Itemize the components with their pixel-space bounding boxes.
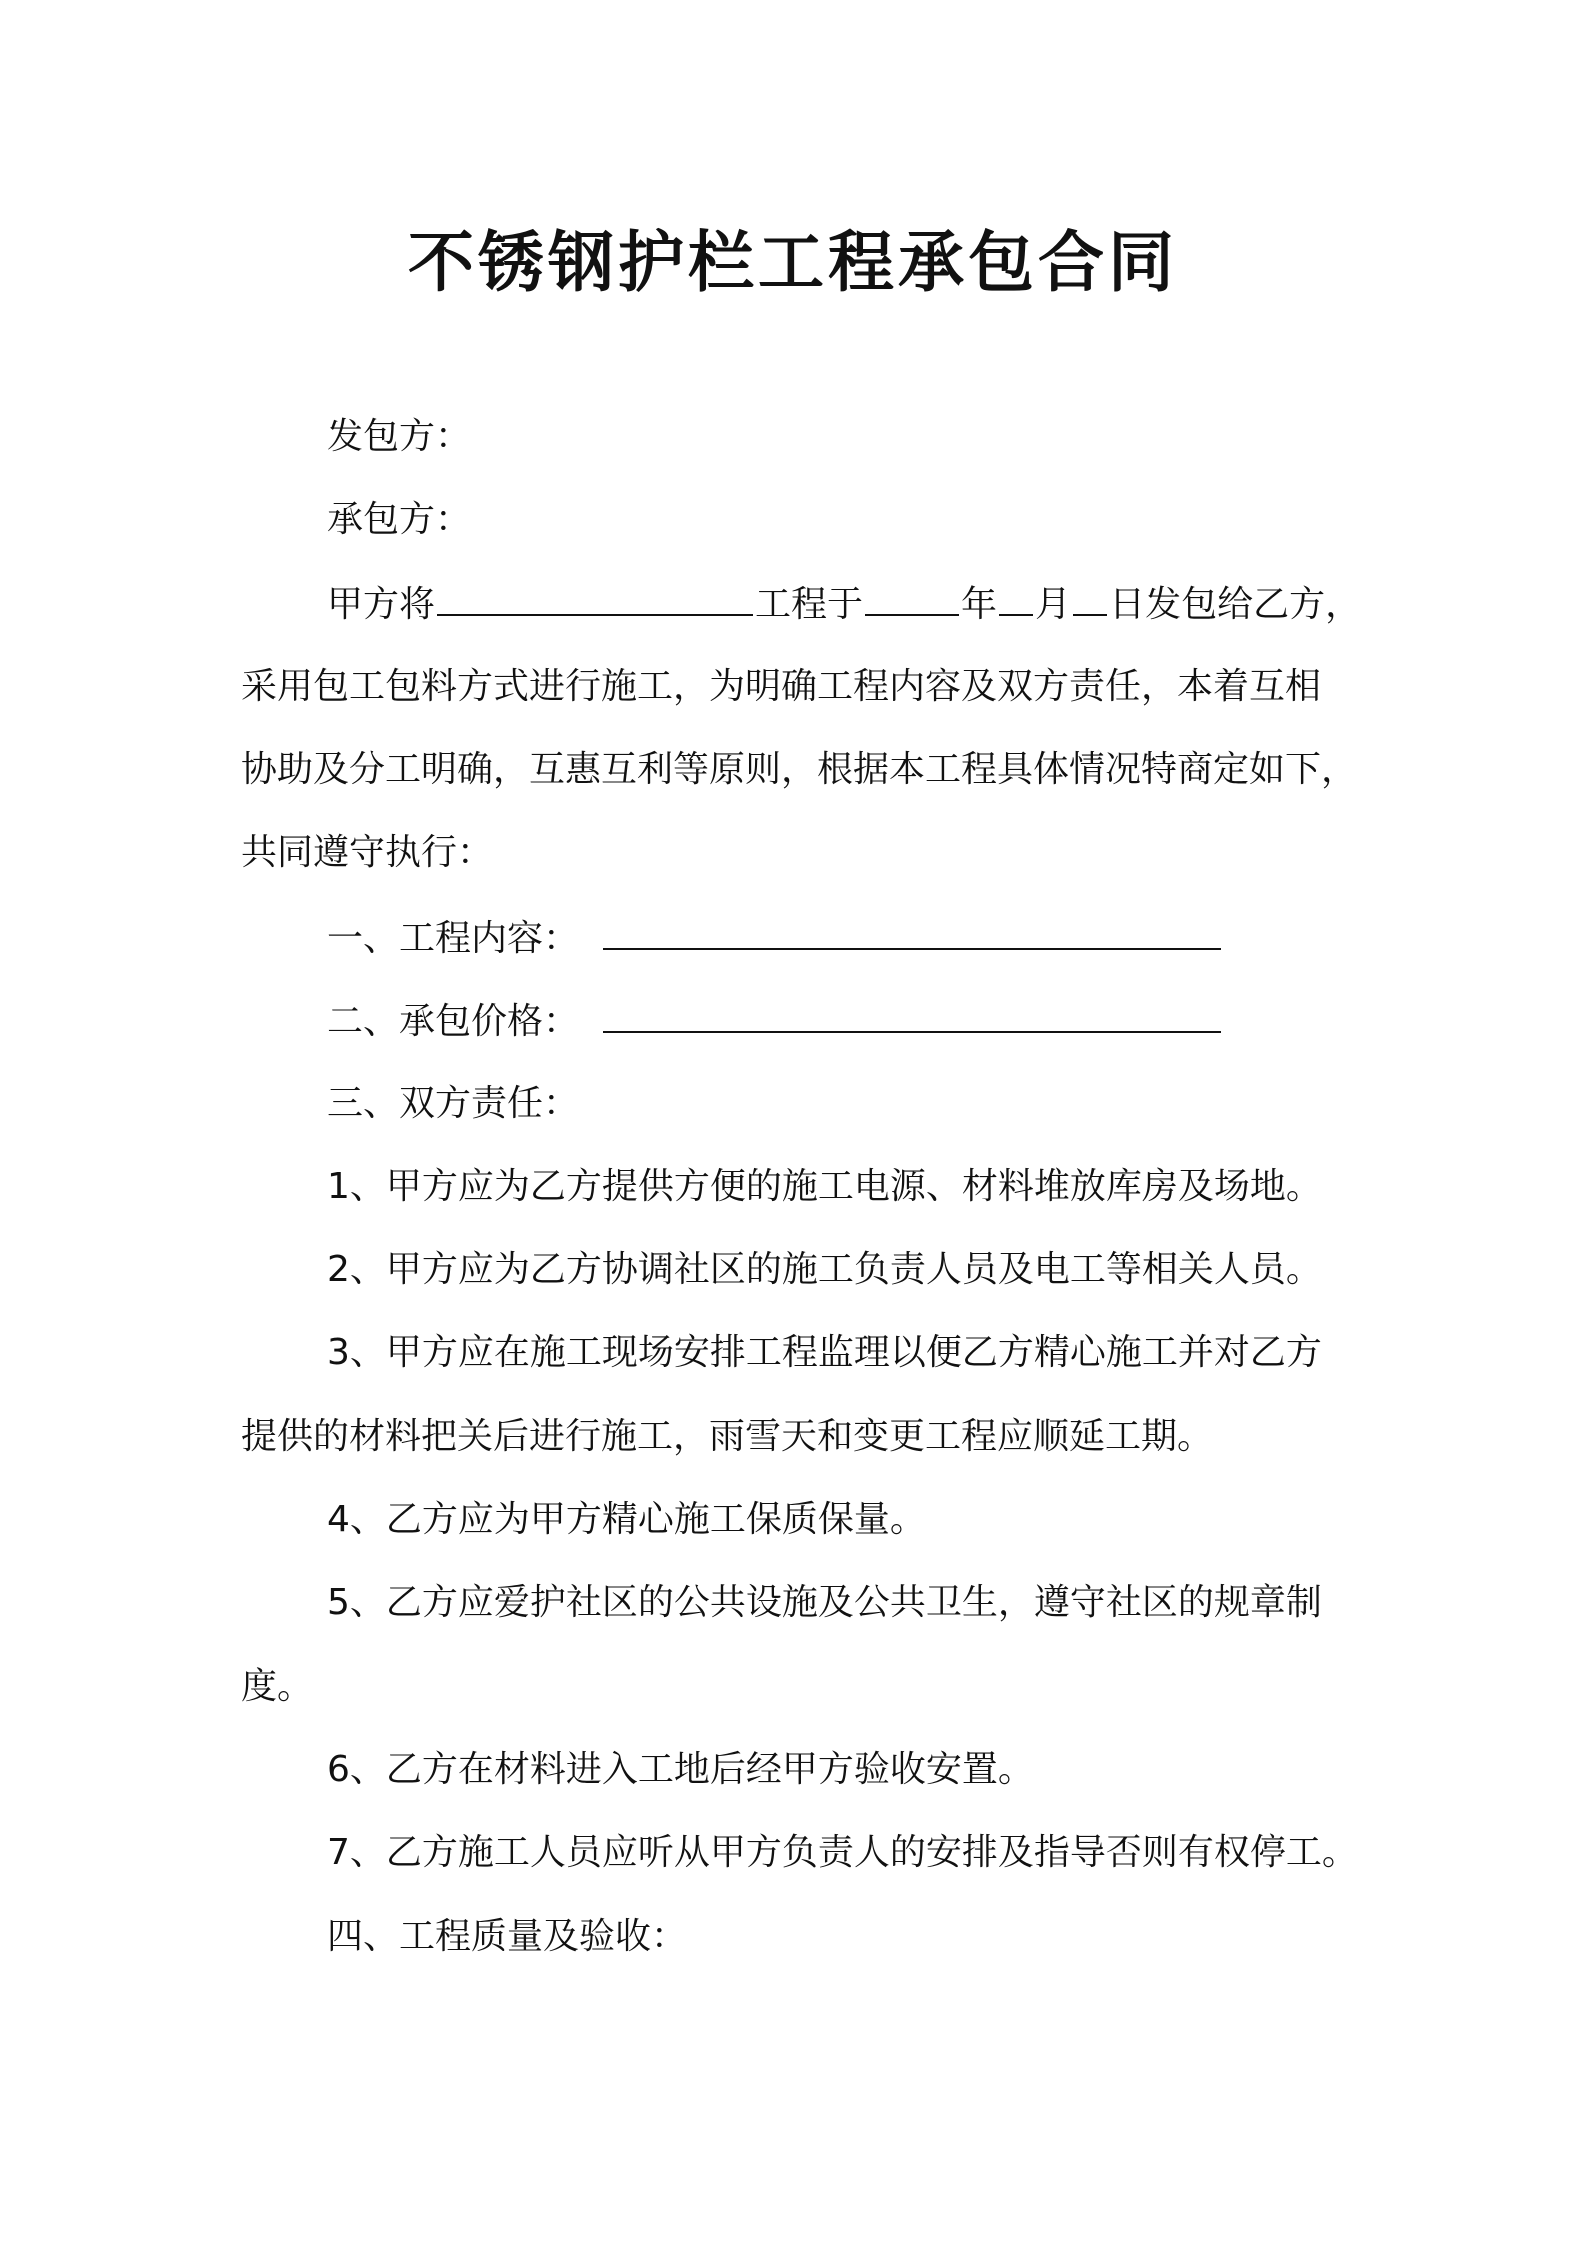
section-1-label: 一、工程内容： <box>327 918 580 959</box>
year-blank <box>865 578 959 616</box>
day-blank <box>1073 578 1107 616</box>
party-a-label: 发包方： <box>327 416 472 457</box>
intro-text-d: 月 <box>1035 584 1072 625</box>
intro-text-c: 年 <box>961 584 998 625</box>
responsibility-item-7: 7、乙方施工人员应听从甲方负责人的安排及指导否则有权停工。 <box>327 1832 1358 1873</box>
section-3-heading: 三、双方责任： <box>327 1083 580 1124</box>
party-b-label: 承包方： <box>327 499 472 540</box>
intro-text-b: 工程于 <box>755 584 864 625</box>
responsibility-item-2: 2、甲方应为乙方协调社区的施工负责人员及电工等相关人员。 <box>327 1249 1322 1290</box>
section-2-label: 二、承包价格： <box>327 1001 580 1042</box>
month-blank <box>999 578 1033 616</box>
intro-text-a: 甲方将 <box>327 584 436 625</box>
section-1 <box>327 912 1221 964</box>
project-content-blank <box>603 912 1221 950</box>
intro-line-2: 采用包工包料方式进行施工，为明确工程内容及双方责任，本着互相 <box>241 666 1322 707</box>
intro-line-1 <box>327 578 1361 630</box>
responsibility-item-3-line-2: 提供的材料把关后进行施工，雨雪天和变更工程应顺延工期。 <box>241 1416 1214 1457</box>
intro-line-3: 协助及分工明确，互惠互利等原则，根据本工程具体情况特商定如下， <box>241 749 1358 790</box>
responsibility-item-6: 6、乙方在材料进入工地后经甲方验收安置。 <box>327 1749 1034 1790</box>
document-title: 不锈钢护栏工程承包合同 <box>408 224 1178 301</box>
intro-text-e: 日发包给乙方， <box>1109 584 1362 625</box>
responsibility-item-3-line-1: 3、甲方应在施工现场安排工程监理以便乙方精心施工并对乙方 <box>327 1332 1322 1373</box>
responsibility-item-4: 4、乙方应为甲方精心施工保质保量。 <box>327 1499 926 1540</box>
responsibility-item-5-line-1: 5、乙方应爱护社区的公共设施及公共卫生，遵守社区的规章制 <box>327 1582 1322 1623</box>
contract-price-blank <box>603 995 1221 1033</box>
responsibility-item-1: 1、甲方应为乙方提供方便的施工电源、材料堆放库房及场地。 <box>327 1166 1322 1207</box>
project-name-blank <box>437 578 753 616</box>
section-2 <box>327 995 1221 1047</box>
responsibility-item-5-line-2: 度。 <box>241 1666 314 1707</box>
intro-line-4: 共同遵守执行： <box>241 832 494 873</box>
section-4-heading: 四、工程质量及验收： <box>327 1916 688 1957</box>
